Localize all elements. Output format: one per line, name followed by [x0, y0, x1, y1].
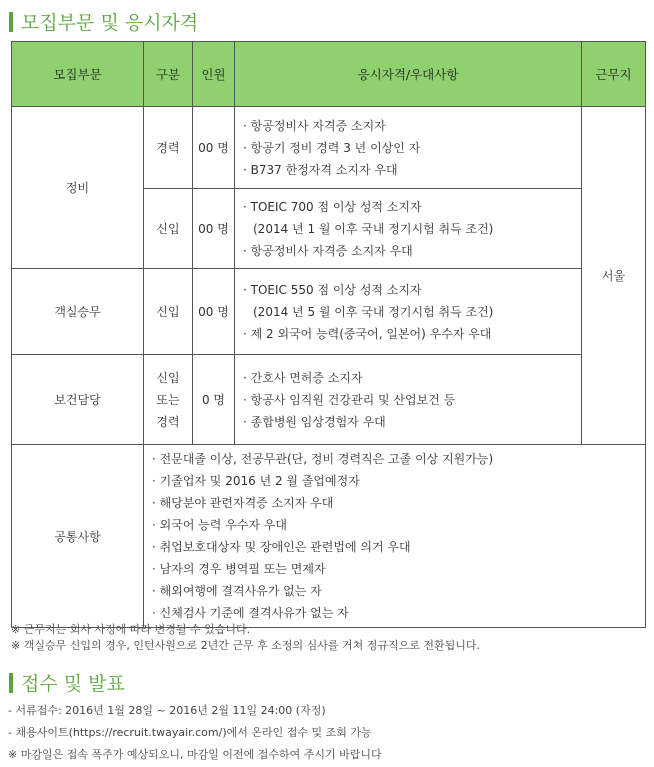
qualification-item: · 항공사 임직원 건강관리 및 산업보건 등 — [243, 392, 456, 407]
count-cell: 0 명 — [193, 355, 235, 445]
division-cabin-crew: 객실승무 — [12, 269, 144, 355]
qualification-item: · 항공기 정비 경력 3 년 이상인 자 — [243, 140, 421, 155]
apply-line: ※ 마감일은 접속 폭주가 예상되오니, 마감일 이전에 접수하여 주시기 바랍니다 — [8, 748, 382, 761]
header-count: 인원 — [193, 42, 235, 107]
header-type: 구분 — [144, 42, 193, 107]
type-line: 신입 — [156, 370, 180, 385]
qualification-cell — [235, 107, 582, 189]
common-label: 공통사항 — [12, 445, 144, 628]
type-cell: 신입 — [144, 189, 193, 269]
header-location: 근무지 — [582, 42, 646, 107]
qualification-item: · B737 한정자격 소지자 우대 — [243, 162, 398, 177]
qualification-cell — [235, 189, 582, 269]
common-item: · 기졸업자 및 2016 년 2 월 졸업예정자 — [152, 474, 360, 488]
type-line: 경력 — [156, 414, 180, 429]
note-line: ※ 객실승무 신입의 경우, 인턴사원으로 2년간 근무 후 소정의 심사를 거쳐 정규직으로 전환됩니다. — [11, 639, 480, 652]
table-header-row — [12, 42, 646, 107]
location-cell: 서울 — [582, 107, 646, 445]
common-item: · 취업보호대상자 및 장애인은 관련법에 의거 우대 — [152, 540, 411, 554]
title-bar — [9, 12, 13, 32]
count-cell: 00 명 — [193, 269, 235, 355]
table-row — [12, 107, 646, 189]
count-cell: 00 명 — [193, 107, 235, 189]
qualification-item: · 종합병원 임상경험자 우대 — [243, 414, 386, 429]
division-maintenance: 정비 — [12, 107, 144, 269]
apply-line: - 채용사이트(https://recruit.twayair.com/)에서 온라인 접수 및 조회 가능 — [8, 726, 372, 739]
title-bar — [9, 673, 13, 693]
qualification-item: (2014 년 1 월 이후 국내 정기시험 취득 조건) — [253, 221, 494, 236]
qualification-item: · 제 2 외국어 능력(중국어, 일본어) 우수자 우대 — [243, 326, 492, 341]
section-title-text: 모집부문 및 응시자격 — [21, 12, 199, 34]
recruitment-table — [11, 41, 646, 628]
count-cell: 00 명 — [193, 189, 235, 269]
common-item: · 해당분야 관련자격증 소지자 우대 — [152, 496, 334, 510]
section-title-text: 접수 및 발표 — [21, 673, 125, 695]
section-title-application — [9, 669, 125, 696]
common-item: · 해외여행에 결격사유가 없는 자 — [152, 584, 322, 598]
header-division: 모집부문 — [12, 42, 144, 107]
common-items — [144, 445, 646, 628]
common-item: · 외국어 능력 우수자 우대 — [152, 518, 287, 532]
division-health: 보건담당 — [12, 355, 144, 445]
type-line: 또는 — [156, 392, 180, 407]
common-row — [12, 445, 646, 628]
note-line: ※ 근무지는 회사 사정에 따라 변경될 수 있습니다. — [11, 623, 251, 636]
qualification-cell — [235, 269, 582, 355]
table-notes — [11, 622, 480, 654]
qualification-item: · 간호사 면허증 소지자 — [243, 370, 363, 385]
qualification-cell — [235, 355, 582, 445]
qualification-item: (2014 년 5 월 이후 국내 정기시험 취득 조건) — [253, 304, 494, 319]
common-item: · 남자의 경우 병역필 또는 면제자 — [152, 562, 326, 576]
apply-line: - 서류접수: 2016년 1월 28일 ~ 2016년 2월 11일 24:00 (자정) — [8, 704, 326, 717]
application-info — [8, 700, 382, 766]
common-item: · 전문대졸 이상, 전공무관(단, 정비 경력직은 고졸 이상 지원가능) — [152, 452, 494, 466]
qualification-item: · 항공정비사 자격증 소지자 — [243, 118, 386, 133]
qualification-item: · TOEIC 700 점 이상 성적 소지자 — [243, 199, 422, 214]
qualification-item: · 항공정비사 자격증 소지자 우대 — [243, 243, 413, 258]
common-item: · 신체검사 기준에 결격사유가 없는 자 — [152, 606, 349, 620]
section-title-recruitment — [9, 8, 198, 35]
type-cell: 경력 — [144, 107, 193, 189]
type-cell: 신입 — [144, 269, 193, 355]
qualification-item: · TOEIC 550 점 이상 성적 소지자 — [243, 282, 422, 297]
table-row — [12, 355, 646, 445]
type-cell — [144, 355, 193, 445]
table-row — [12, 269, 646, 355]
header-qualification: 응시자격/우대사항 — [235, 42, 582, 107]
